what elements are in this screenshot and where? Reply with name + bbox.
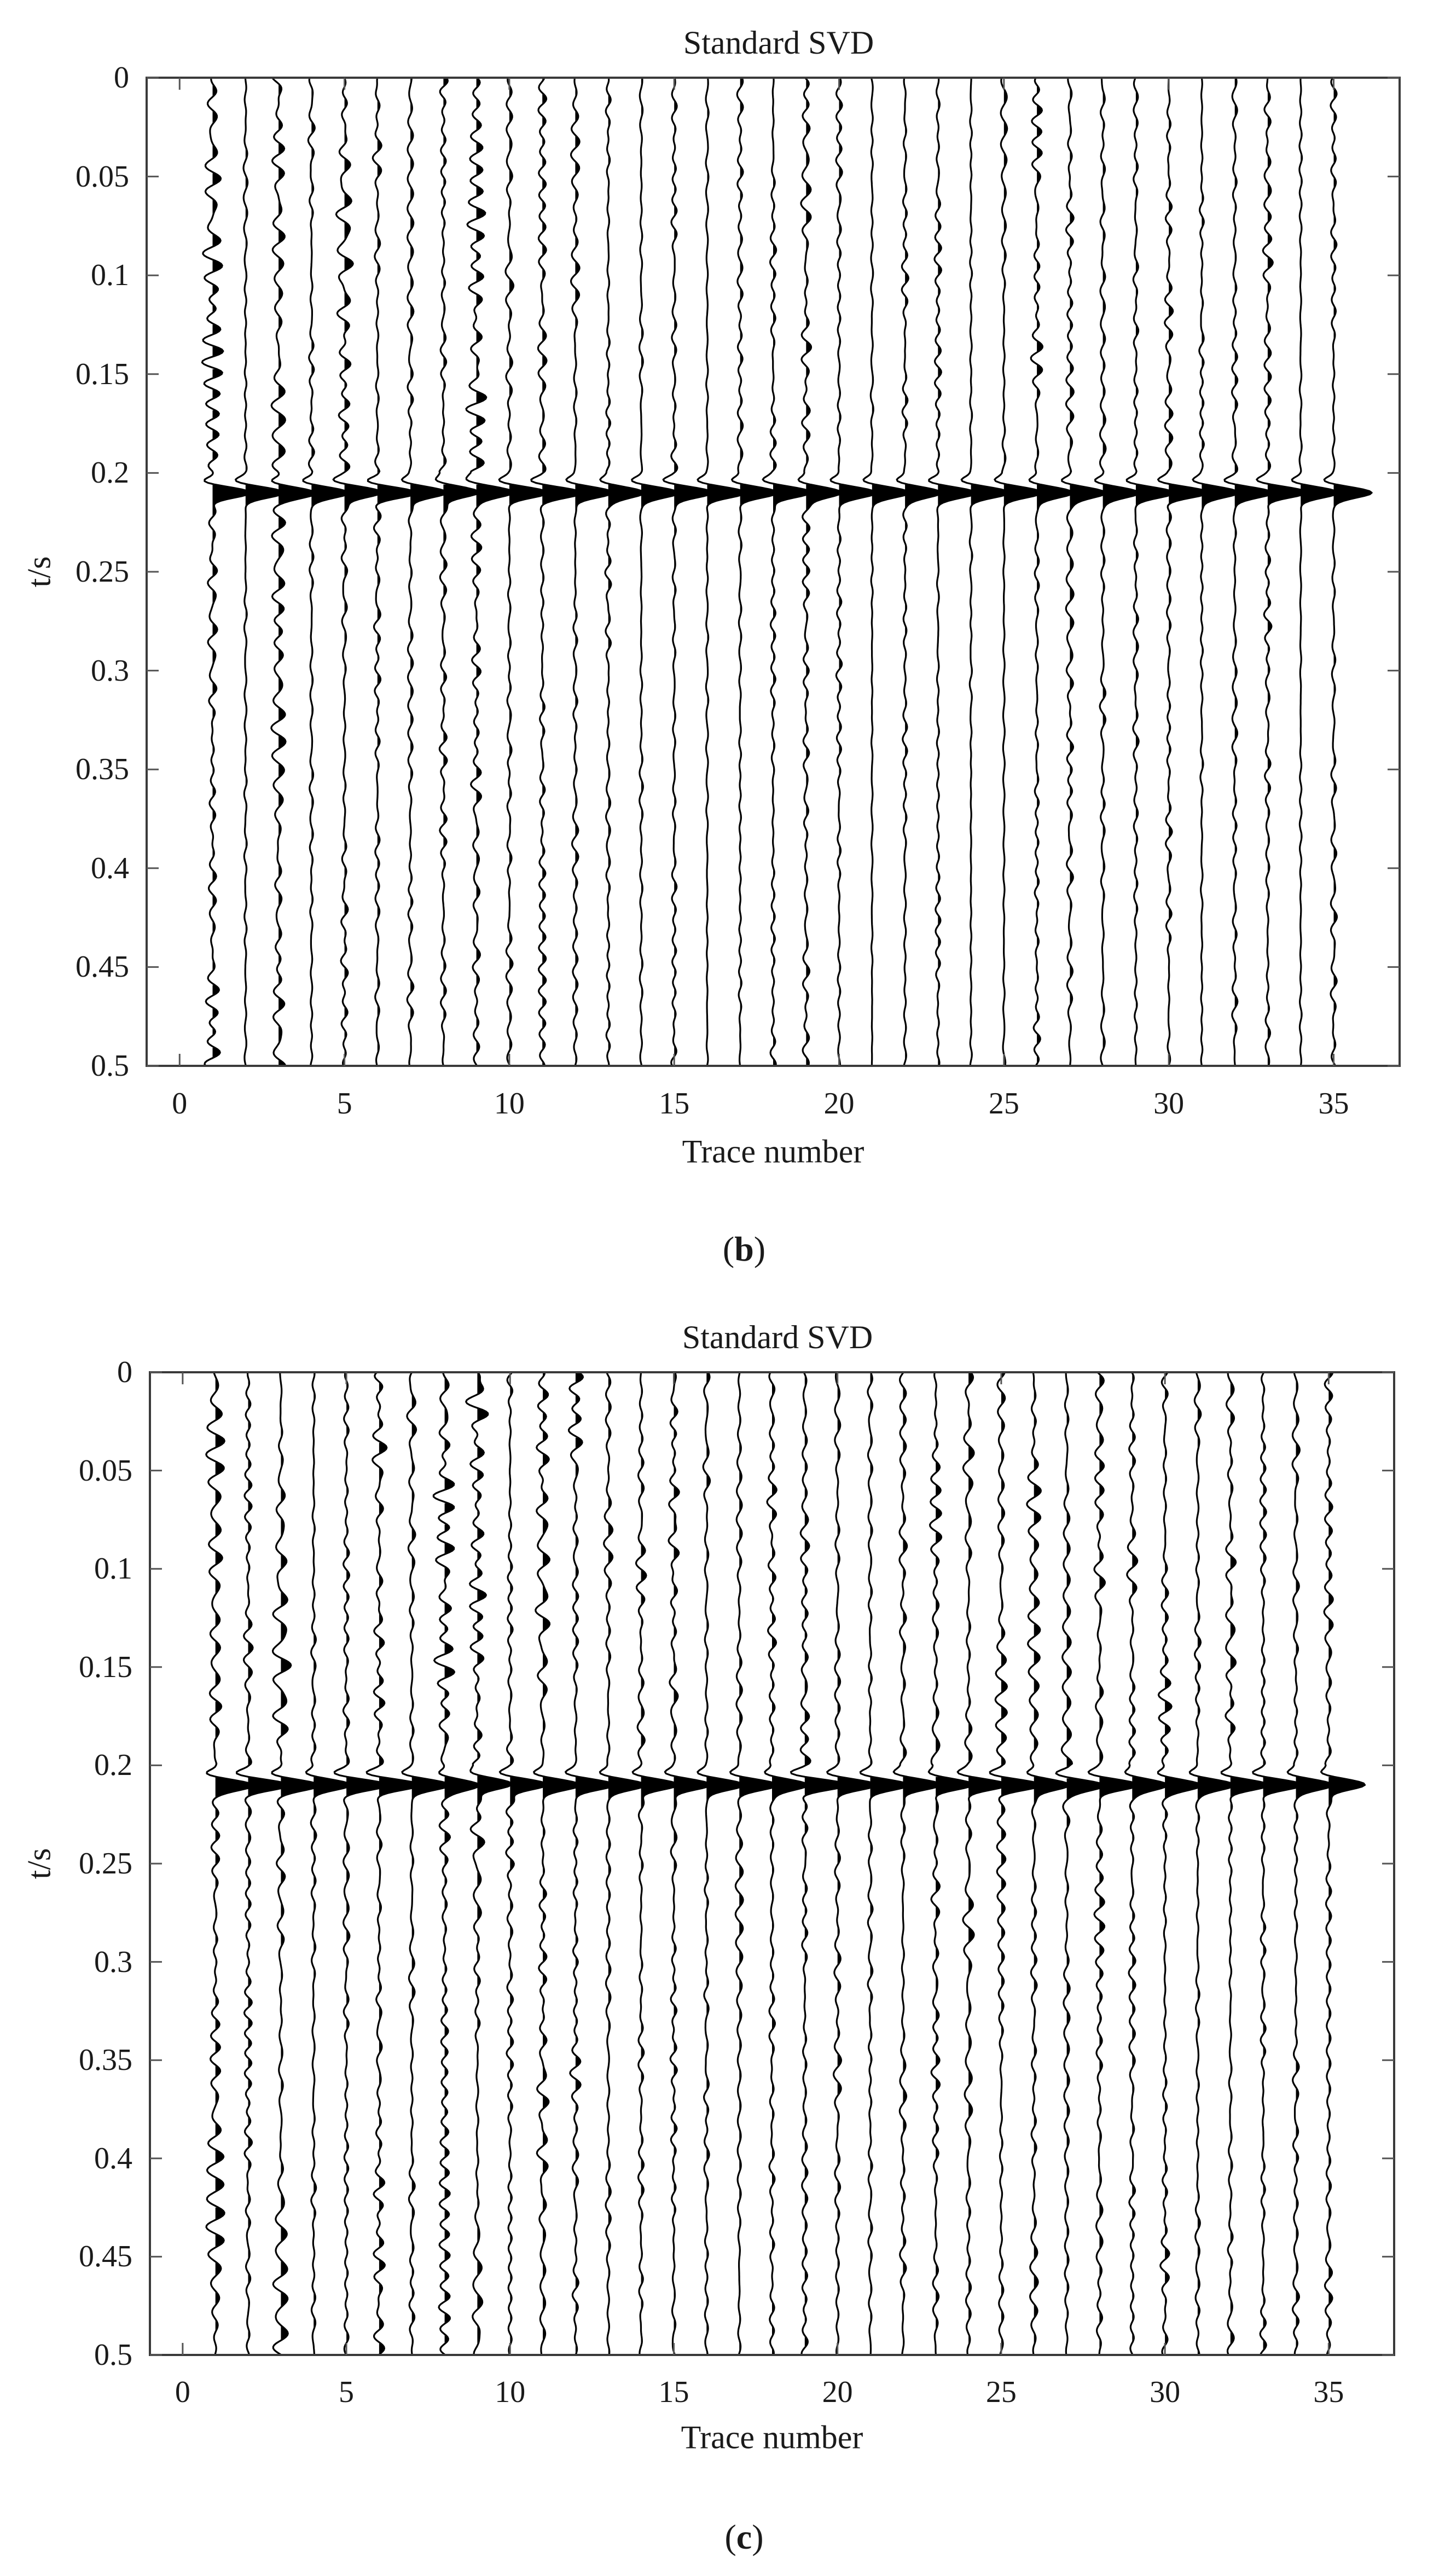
y-tick-label: 0.5 <box>91 1049 129 1083</box>
trace-fill <box>346 1382 387 2343</box>
caption-paren-open: ( <box>724 2517 736 2556</box>
trace-wiggle <box>466 1372 512 2355</box>
x-tick-label: 20 <box>822 2375 853 2409</box>
trace-fill <box>936 1382 973 2355</box>
trace-wiggle <box>1190 1372 1234 2355</box>
x-tick-label: 15 <box>658 2375 689 2409</box>
caption-paren-close: ) <box>753 1229 766 1268</box>
y-tick-label: 0.1 <box>94 1552 132 1586</box>
x-axis-label-b: Trace number <box>682 1133 864 1170</box>
x-tick-label: 0 <box>175 2375 190 2409</box>
x-tick-label: 15 <box>659 1087 690 1121</box>
y-tick-label: 0.2 <box>94 1748 132 1783</box>
y-tick-label: 0.4 <box>91 851 129 885</box>
y-tick-label: 0.35 <box>79 2043 132 2078</box>
y-tick-label: 0.3 <box>91 653 129 688</box>
y-tick-label: 0 <box>114 61 129 95</box>
trace-fill <box>805 1376 848 2348</box>
x-tick-label: 10 <box>494 1087 525 1121</box>
y-tick-label: 0.35 <box>76 752 129 787</box>
y-tick-label: 0.15 <box>79 1650 132 1684</box>
trace-wiggle <box>1321 1372 1365 2355</box>
trace-wiggle <box>500 1372 547 2355</box>
y-tick-label: 0.45 <box>79 2240 132 2274</box>
trace-fill <box>1165 1372 1202 2347</box>
trace-wiggle <box>665 1372 711 2355</box>
y-tick-label: 0.3 <box>94 1945 132 1979</box>
y-axis-label-c: t/s <box>21 1848 57 1879</box>
x-tick-label: 35 <box>1318 1087 1349 1121</box>
x-tick-label: 5 <box>336 1087 352 1121</box>
y-tick-label: 0.5 <box>94 2338 132 2372</box>
x-tick-label: 35 <box>1313 2375 1344 2409</box>
trace-wiggle <box>730 1372 778 2355</box>
trace-wiggle <box>765 1372 808 2355</box>
y-tick-label: 0.2 <box>91 456 129 490</box>
y-tick-label: 0.15 <box>76 357 129 391</box>
x-tick-label: 10 <box>495 2375 526 2409</box>
x-tick-label: 25 <box>985 2375 1017 2409</box>
caption-letter: c <box>736 2517 752 2556</box>
y-tick-label: 0.45 <box>76 950 129 984</box>
chart-title-c: Standard SVD <box>682 1319 873 1355</box>
y-tick-label: 0 <box>117 1355 132 1389</box>
x-tick-label: 5 <box>339 2375 355 2409</box>
caption-paren-close: ) <box>752 2517 764 2556</box>
trace-wiggle <box>1253 1372 1303 2355</box>
y-axis-label-b: t/s <box>21 556 57 588</box>
trace-wiggle <box>1287 1372 1333 2355</box>
trace-fill <box>477 1372 512 2347</box>
trace-wiggle <box>534 1372 581 2355</box>
trace-wiggle <box>566 1372 614 2355</box>
trace-wiggle <box>1125 1372 1168 2355</box>
x-tick-label: 20 <box>823 1087 855 1121</box>
y-tick-label: 0.05 <box>79 1453 132 1488</box>
trace-wiggle <box>633 1372 678 2355</box>
trace-wiggle <box>1158 1372 1202 2355</box>
trace-fill <box>1198 1377 1234 2355</box>
trace-wiggle <box>433 1372 479 2355</box>
caption-letter: b <box>734 1229 754 1268</box>
trace-wiggle <box>600 1372 646 2355</box>
traces <box>206 1372 1365 2355</box>
x-tick-label: 30 <box>1153 1087 1185 1121</box>
x-axis-label-c: Trace number <box>681 2419 863 2456</box>
caption-paren-open: ( <box>722 1229 735 1268</box>
y-tick-label: 0.4 <box>94 2141 132 2175</box>
trace-fill <box>1328 1372 1365 2350</box>
trace-fill <box>510 1372 547 2345</box>
x-tick-label: 30 <box>1150 2375 1181 2409</box>
trace-wiggle <box>929 1372 973 2355</box>
y-tick-label: 0.25 <box>79 1847 132 1881</box>
trace-fill <box>412 1372 450 2355</box>
x-tick-label: 0 <box>172 1087 188 1121</box>
y-tick-label: 0.05 <box>76 159 129 194</box>
trace-wiggle <box>1027 1372 1070 2355</box>
y-tick-label: 0.1 <box>91 258 129 293</box>
y-tick-label: 0.25 <box>76 555 129 589</box>
x-tick-label: 25 <box>988 1087 1019 1121</box>
panel-caption-c <box>724 2517 763 2557</box>
trace-fill <box>1132 1374 1168 2355</box>
chart-title-b: Standard SVD <box>683 25 874 61</box>
